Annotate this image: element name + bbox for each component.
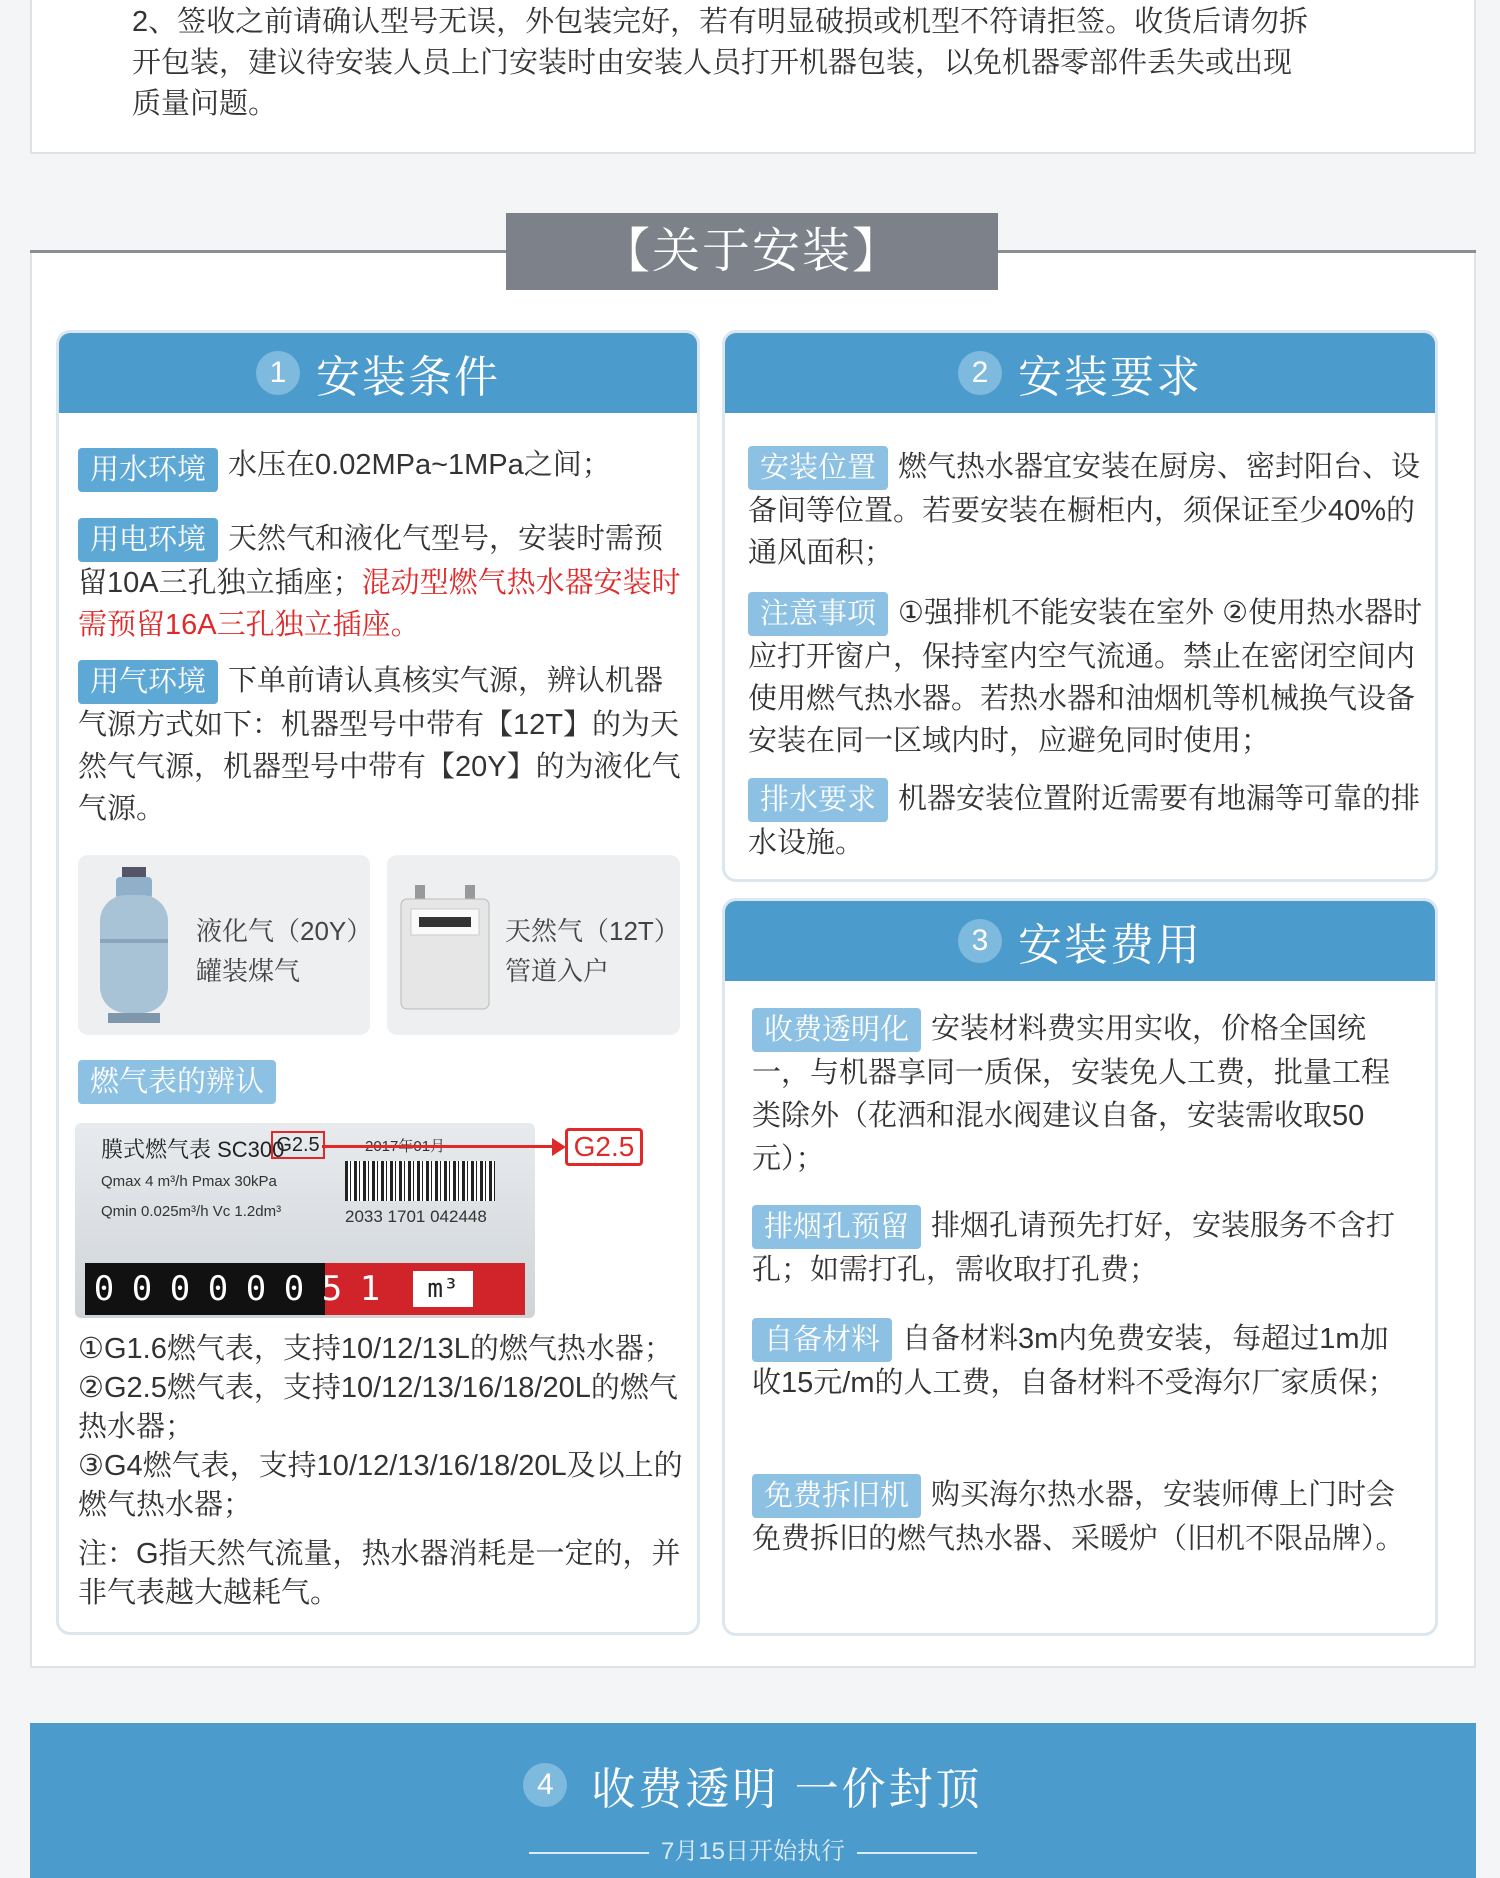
meter-id xyxy=(78,1060,286,1104)
panel-header xyxy=(59,333,697,413)
water-env xyxy=(78,444,678,492)
meter-list-item: ①G1.6燃气表，支持10/12/13L的燃气热水器； xyxy=(78,1333,673,1365)
top-note-text: 2、签收之前请确认型号无误，外包装完好，若有明显破损或机型不符请拒签。收货后请勿拆开包装，建议待安装人员上门安装时由安装人员打开机器包装，以免机器零部件丢失或出现质量问题。 xyxy=(132,6,1309,120)
power-env-tag: 用电环境 xyxy=(78,518,218,562)
lpg-card xyxy=(78,855,373,1035)
drain-req-text: 机器安装位置附近需要有地漏等可靠的排水设施。 xyxy=(748,783,1421,860)
banner-title: 收费透明 一价封顶 xyxy=(591,1765,983,1814)
top-note-box xyxy=(30,0,1476,154)
attention-tag: 注意事项 xyxy=(748,592,888,636)
meter-unit: m³ xyxy=(413,1271,473,1307)
gas-meter-icon xyxy=(395,885,495,1015)
attention xyxy=(748,592,1428,762)
install-position-text: 燃气热水器宜安装在厨房、密封阳台、设备间等位置。若要安装在橱柜内，须保证至少40%的通风面积； xyxy=(748,451,1421,570)
barcode xyxy=(345,1161,495,1201)
meter-serial: 2033 1701 042448 xyxy=(345,1207,487,1226)
panel-header xyxy=(725,333,1435,413)
g-rating-callout: G2.5 xyxy=(565,1128,643,1166)
self-material-text: 自备材料3m内免费安装，每超过1m加收15元/m的人工费，自备材料不受海尔厂家质保； xyxy=(752,1323,1397,1400)
gas-env xyxy=(78,660,688,830)
panel-number: 3 xyxy=(958,919,1002,963)
water-env-text: 水压在0.02MPa~1MPa之间； xyxy=(228,449,611,481)
install-position-tag: 安装位置 xyxy=(748,446,888,490)
meter-digit: 0 xyxy=(283,1269,305,1309)
meter-brand: 膜式燃气表 SC300 xyxy=(101,1137,285,1162)
arrow-head-icon xyxy=(552,1138,566,1156)
meter-list xyxy=(78,1330,688,1525)
free-removal-tag: 免费拆旧机 xyxy=(752,1474,921,1518)
callout-arrow xyxy=(322,1145,558,1148)
meter-digit: 0 xyxy=(245,1269,267,1309)
gas-env-tag: 用气环境 xyxy=(78,660,218,704)
power-env xyxy=(78,518,688,646)
meter-g-rating: G2.5 xyxy=(271,1131,325,1159)
gas-cylinder-icon xyxy=(94,867,174,1027)
meter-digit: 0 xyxy=(93,1269,115,1309)
install-position xyxy=(748,446,1428,574)
gas-env-text: 下单前请认真核实气源，辨认机器气源方式如下：机器型号中带有【12T】的为天然气气源，机器型号中带有【20Y】的为液化气气源。 xyxy=(78,665,681,826)
panel-number: 1 xyxy=(256,351,300,395)
gas-meter-photo xyxy=(75,1123,535,1318)
drain-req-tag: 排水要求 xyxy=(748,778,888,822)
self-material-tag: 自备材料 xyxy=(752,1318,892,1362)
panel-header xyxy=(725,901,1435,981)
meter-digit: 0 xyxy=(169,1269,191,1309)
meter-list-item: ②G2.5燃气表，支持10/12/13/16/18/20L的燃气热水器； xyxy=(78,1372,678,1443)
ng-label-1: 天然气（12T） xyxy=(505,916,680,946)
ng-label-2: 管道入户 xyxy=(505,956,610,986)
smoke-hole-tag: 排烟孔预留 xyxy=(752,1205,921,1249)
banner-subtitle: 7月15日开始执行 xyxy=(30,1831,1476,1866)
self-material xyxy=(752,1318,1412,1405)
fee-transparent-text: 安装材料费实用实收，价格全国统一，与机器享同一质保，安装免人工费，批量工程类除外（花洒和混水阀建议自备，安装需收取50元）； xyxy=(752,1013,1391,1176)
panel-title: 安装要求 xyxy=(1018,353,1202,402)
smoke-hole xyxy=(752,1205,1412,1292)
section-title: 【关于安装】 xyxy=(506,213,998,290)
power-env-red-text: 混动型燃气热水器安装时需预留16A三孔独立插座。 xyxy=(78,567,681,642)
meter-id-tag: 燃气表的辨认 xyxy=(78,1060,276,1104)
water-env-tag: 用水环境 xyxy=(78,448,218,492)
fee-transparent xyxy=(752,1008,1412,1181)
meter-spec-1: Qmax 4 m³/h Pmax 30kPa xyxy=(101,1173,277,1190)
panel-title: 安装条件 xyxy=(316,353,500,402)
banner-number: 4 xyxy=(523,1763,567,1807)
attention-text: ①强排机不能安装在室外 ②使用热水器时应打开窗户，保持室内空气流通。禁止在密闭空间内使用燃气热水器。若热水器和油烟机等机械换气设备安装在同一区域内时，应避免同时使用； xyxy=(748,597,1423,758)
panel-number: 2 xyxy=(958,351,1002,395)
fee-transparent-tag: 收费透明化 xyxy=(752,1008,921,1052)
meter-digit: 0 xyxy=(131,1269,153,1309)
lpg-label-1: 液化气（20Y） xyxy=(196,916,373,946)
lpg-label-2: 罐装煤气 xyxy=(196,956,301,986)
meter-digit: 5 xyxy=(321,1269,343,1309)
smoke-hole-text: 排烟孔请预先打好，安装服务不含打孔；如需打孔，需收取打孔费； xyxy=(752,1210,1396,1287)
meter-counter xyxy=(85,1263,525,1315)
drain-req xyxy=(748,778,1428,864)
meter-spec-2: Qmin 0.025m³/h Vc 1.2dm³ xyxy=(101,1203,282,1220)
meter-list-item: ③G4燃气表，支持10/12/13/16/18/20L及以上的燃气热水器； xyxy=(78,1450,683,1521)
pricing-banner xyxy=(30,1723,1476,1878)
free-removal-text: 购买海尔热水器，安装师傅上门时会免费拆旧的燃气热水器、采暖炉（旧机不限品牌）。 xyxy=(752,1479,1405,1556)
free-removal xyxy=(752,1474,1412,1561)
power-env-text: 天然气和液化气型号，安装时需预留10A三孔独立插座； xyxy=(78,523,664,600)
panel-title: 安装费用 xyxy=(1018,921,1202,970)
ng-card xyxy=(387,855,680,1035)
meter-digit: 1 xyxy=(359,1269,381,1309)
meter-note: 注：G指天然气流量，热水器消耗是一定的，并非气表越大越耗气。 xyxy=(78,1538,681,1609)
meter-digit: 0 xyxy=(207,1269,229,1309)
